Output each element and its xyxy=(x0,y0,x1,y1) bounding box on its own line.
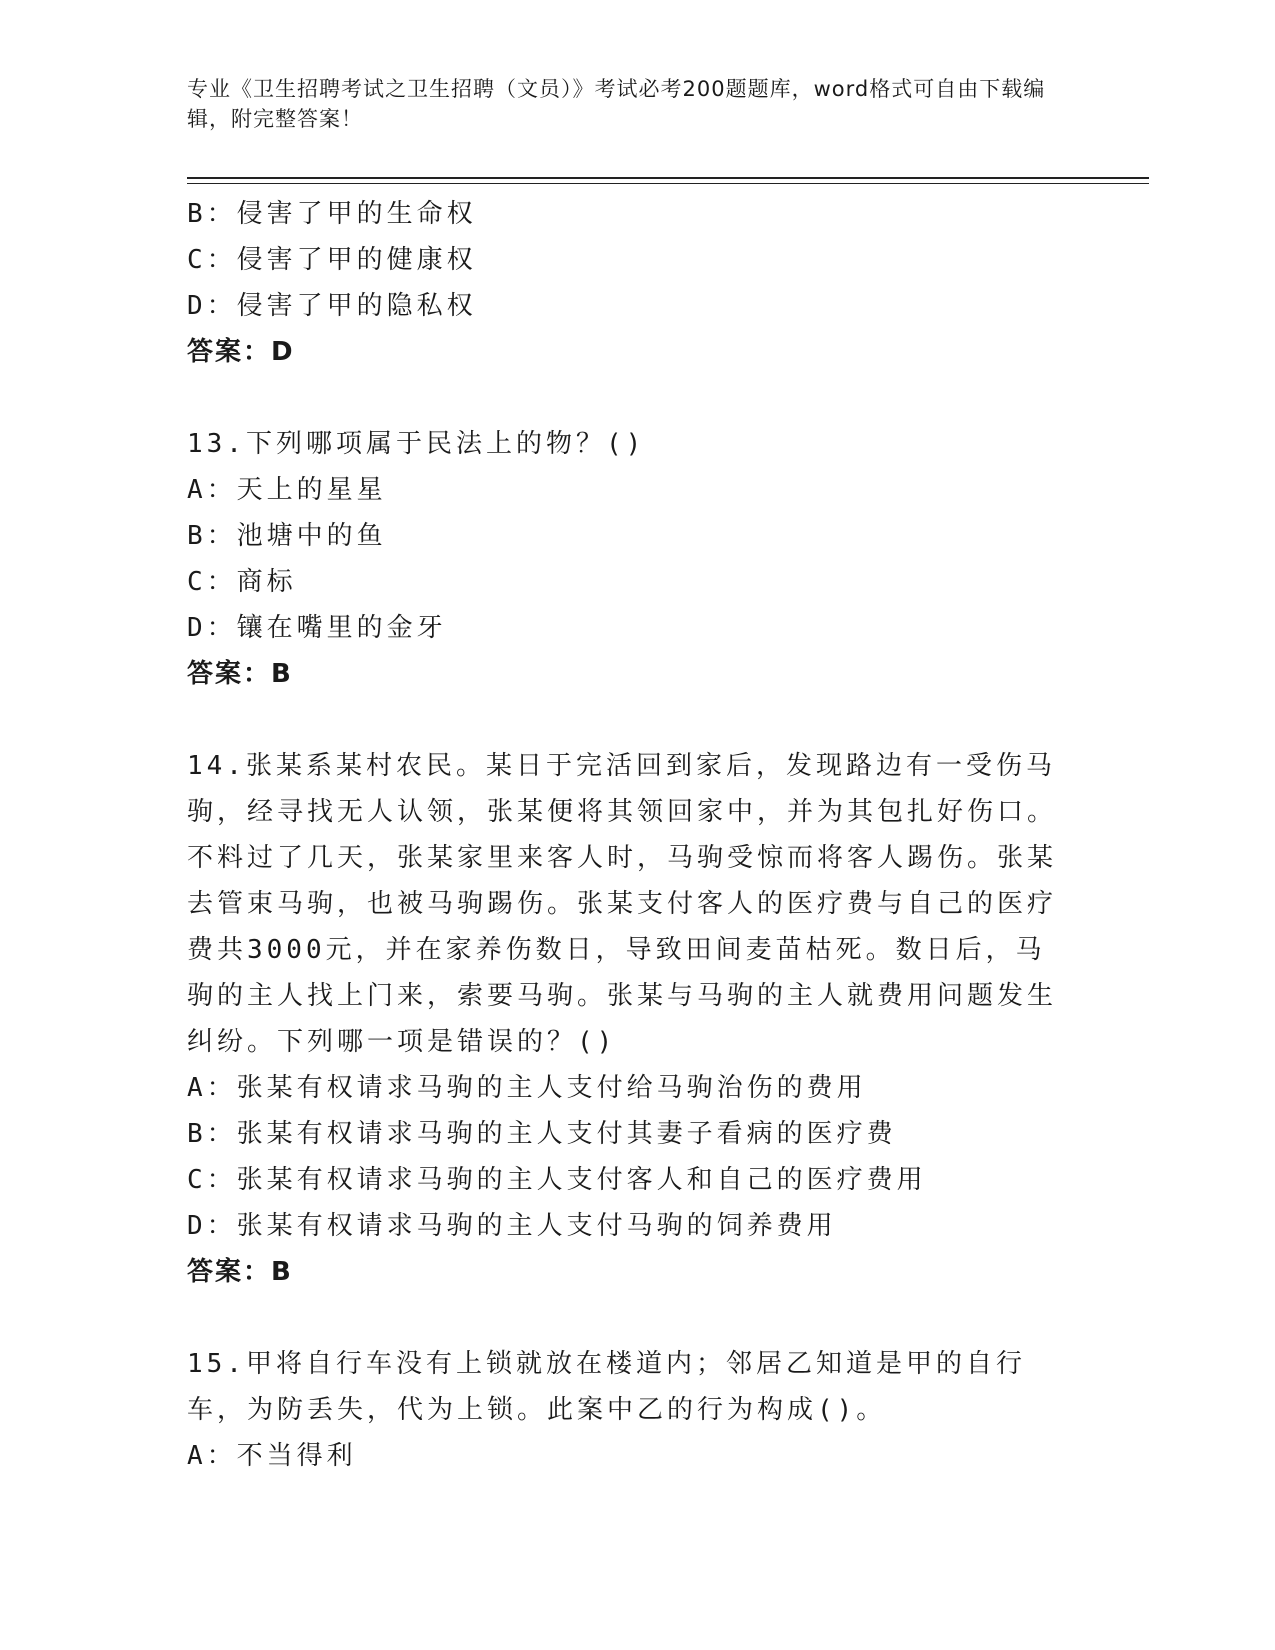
spacer xyxy=(187,375,1087,421)
answer: 答案：B xyxy=(187,659,293,689)
question-14 xyxy=(187,743,1087,1295)
spacer xyxy=(187,1295,1087,1341)
header-rule-thin xyxy=(187,183,1149,184)
option-b: B：张某有权请求马驹的主人支付其妻子看病的医疗费 xyxy=(187,1119,897,1149)
option-d: D：侵害了甲的隐私权 xyxy=(187,291,477,321)
header-rule-thick xyxy=(187,177,1149,179)
option-b: B：池塘中的鱼 xyxy=(187,521,387,551)
question-stem: 14.张某系某村农民。某日于完活回到家后，发现路边有一受伤马驹，经寻找无人认领，张某便将其领回家中，并为其包扎好伤口。不料过了几天，张某家里来客人时，马驹受惊而将客人踢伤。张某去管束马驹，也被马驹踢伤。张某支付客人的医疗费与自己的医疗费共3000元，并在家养伤数日，导致田间麦苗枯死。数日后，马驹的主人找上门来，索要马驹。张某与马驹的主人就费用问题发生纠纷。下列哪一项是错误的？() xyxy=(187,751,1058,1057)
option-c: C：商标 xyxy=(187,567,297,597)
answer: 答案：B xyxy=(187,1257,293,1287)
document-header: 专业《卫生招聘考试之卫生招聘（文员）》考试必考200题题库，word格式可自由下载编辑，附完整答案！ xyxy=(187,77,1046,131)
option-a: A：天上的星星 xyxy=(187,475,387,505)
question-15 xyxy=(187,1341,1087,1479)
question-content xyxy=(187,191,1087,1479)
question-stem: 13.下列哪项属于民法上的物？() xyxy=(187,429,646,459)
spacer xyxy=(187,697,1087,743)
question-13 xyxy=(187,421,1087,697)
question-12-tail xyxy=(187,191,1087,375)
option-a: A：张某有权请求马驹的主人支付给马驹治伤的费用 xyxy=(187,1073,867,1103)
option-b: B：侵害了甲的生命权 xyxy=(187,199,477,229)
option-a: A：不当得利 xyxy=(187,1441,357,1471)
question-stem: 15.甲将自行车没有上锁就放在楼道内；邻居乙知道是甲的自行车，为防丢失，代为上锁。此案中乙的行为构成()。 xyxy=(187,1349,1026,1425)
answer: 答案：D xyxy=(187,337,295,367)
option-c: C：张某有权请求马驹的主人支付客人和自己的医疗费用 xyxy=(187,1165,927,1195)
option-d: D：镶在嘴里的金牙 xyxy=(187,613,447,643)
option-d: D：张某有权请求马驹的主人支付马驹的饲养费用 xyxy=(187,1211,837,1241)
option-c: C：侵害了甲的健康权 xyxy=(187,245,477,275)
